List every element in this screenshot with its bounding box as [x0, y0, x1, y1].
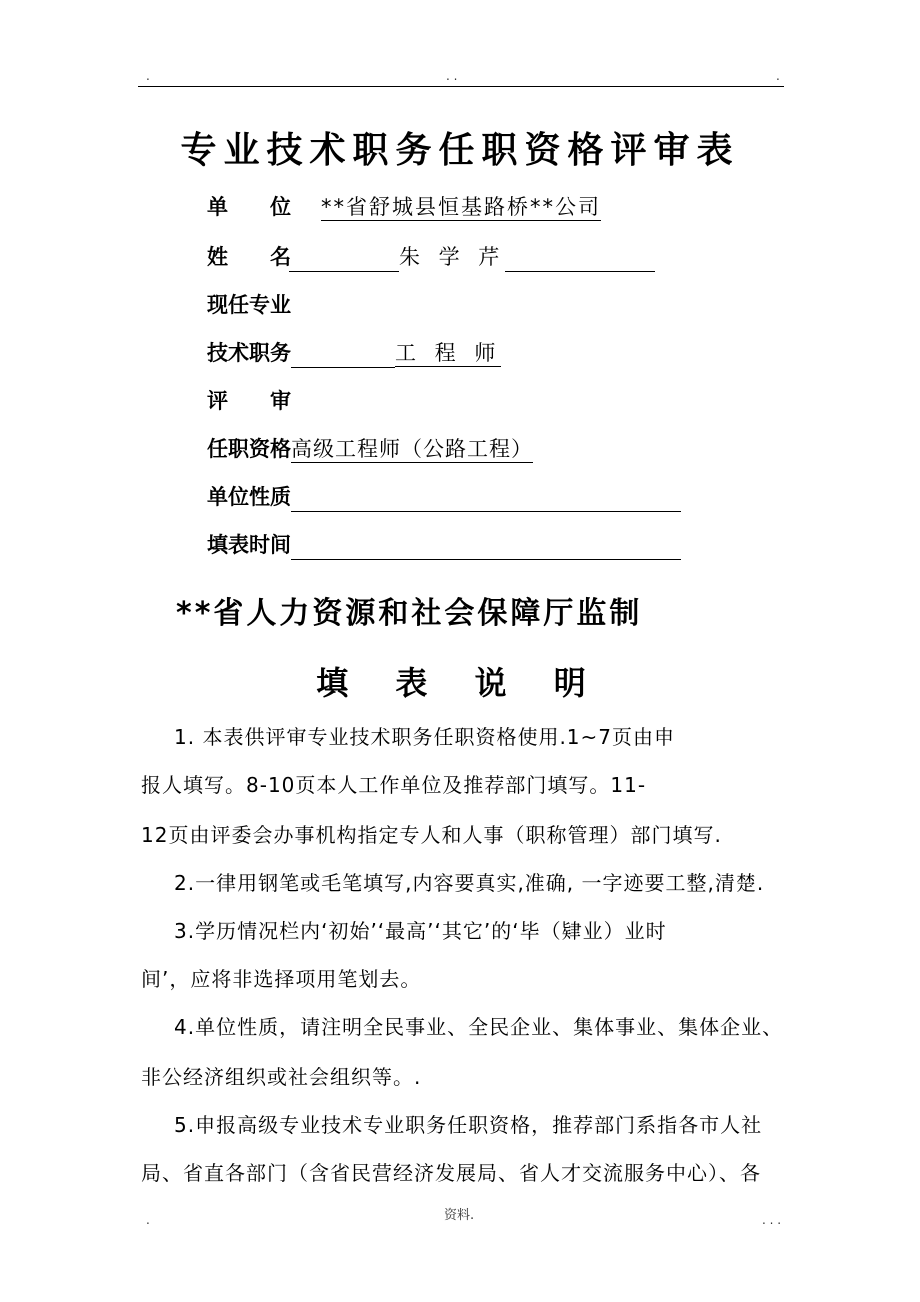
field-qualification-label: 任职资格 [207, 437, 291, 461]
field-current-major-label: 现任专业 [207, 293, 291, 317]
field-tech-post-line [291, 343, 395, 368]
instruction-line-4: 2.一律用钢笔或毛笔填写,内容要真实,准确, 一字迹要工整,清楚. [174, 871, 765, 895]
instructions-title: 填 表 说 明 [316, 664, 604, 702]
header-dot-left: . [146, 69, 150, 83]
instruction-line-8: 非公经济组织或社会组织等。. [141, 1065, 422, 1089]
header-dot-right: . [776, 69, 780, 83]
field-qualification [207, 434, 533, 464]
field-unit-nature-label: 单位性质 [207, 485, 291, 509]
field-tech-post-value[interactable]: 工 程 师 [395, 341, 502, 365]
field-qualification-value[interactable]: 高级工程师（公路工程） [291, 437, 533, 461]
field-name-line-right [505, 247, 655, 272]
field-name-line-left [289, 247, 399, 272]
page-title: 专业技术职务任职资格评审表 [180, 130, 740, 171]
header-dot-center: . . [446, 69, 458, 83]
field-unit [207, 192, 601, 222]
field-current-major [207, 290, 291, 320]
instruction-line-10: 局、省直各部门（含省民营经济发展局、省人才交流服务中心）、各 [141, 1161, 761, 1185]
field-review [207, 386, 289, 416]
instruction-line-9: 5.申报高级专业技术专业职务任职资格，推荐部门系指各市人社 [174, 1113, 763, 1137]
field-unit-value[interactable]: **省舒城县恒基路桥**公司 [321, 195, 601, 219]
instruction-line-6: 间’，应将非选择项用笔划去。 [141, 967, 422, 991]
supervision-text: **省人力资源和社会保障厅监制 [176, 596, 643, 631]
field-unit-nature-line[interactable] [291, 487, 681, 512]
field-tech-post-label: 技术职务 [207, 341, 291, 365]
field-name-label: 姓 名 [207, 245, 291, 269]
instruction-line-7: 4.单位性质，请注明全民事业、全民企业、集体事业、集体企业、 [174, 1015, 784, 1039]
field-fill-date-line[interactable] [291, 535, 681, 560]
footer-dot-right: . . . [762, 1213, 782, 1227]
field-fill-date-label: 填表时间 [207, 533, 291, 557]
field-unit-nature [207, 482, 681, 512]
header-rule [138, 86, 784, 87]
instruction-line-5: 3.学历情况栏内‘初始’‘最高’‘其它’的‘毕（肄业）业时 [174, 919, 667, 943]
field-fill-date [207, 530, 681, 560]
instruction-line-1: 1. 本表供评审专业技术职务任职资格使用.1~7页由申 [174, 725, 676, 749]
field-unit-label: 单 位 [207, 195, 291, 219]
instruction-line-2: 报人填写。8-10页本人工作单位及推荐部门填写。11- [141, 773, 647, 797]
instruction-line-3: 12页由评委会办事机构指定专人和人事（职称管理）部门填写. [141, 823, 722, 847]
field-review-label: 评 审 [207, 389, 291, 413]
field-name-value[interactable]: 朱 学 芹 [399, 245, 506, 269]
field-tech-post [207, 338, 501, 368]
field-name [207, 242, 655, 272]
footer-label: 资料. [444, 1208, 475, 1223]
footer-dot-left: . [146, 1213, 150, 1227]
